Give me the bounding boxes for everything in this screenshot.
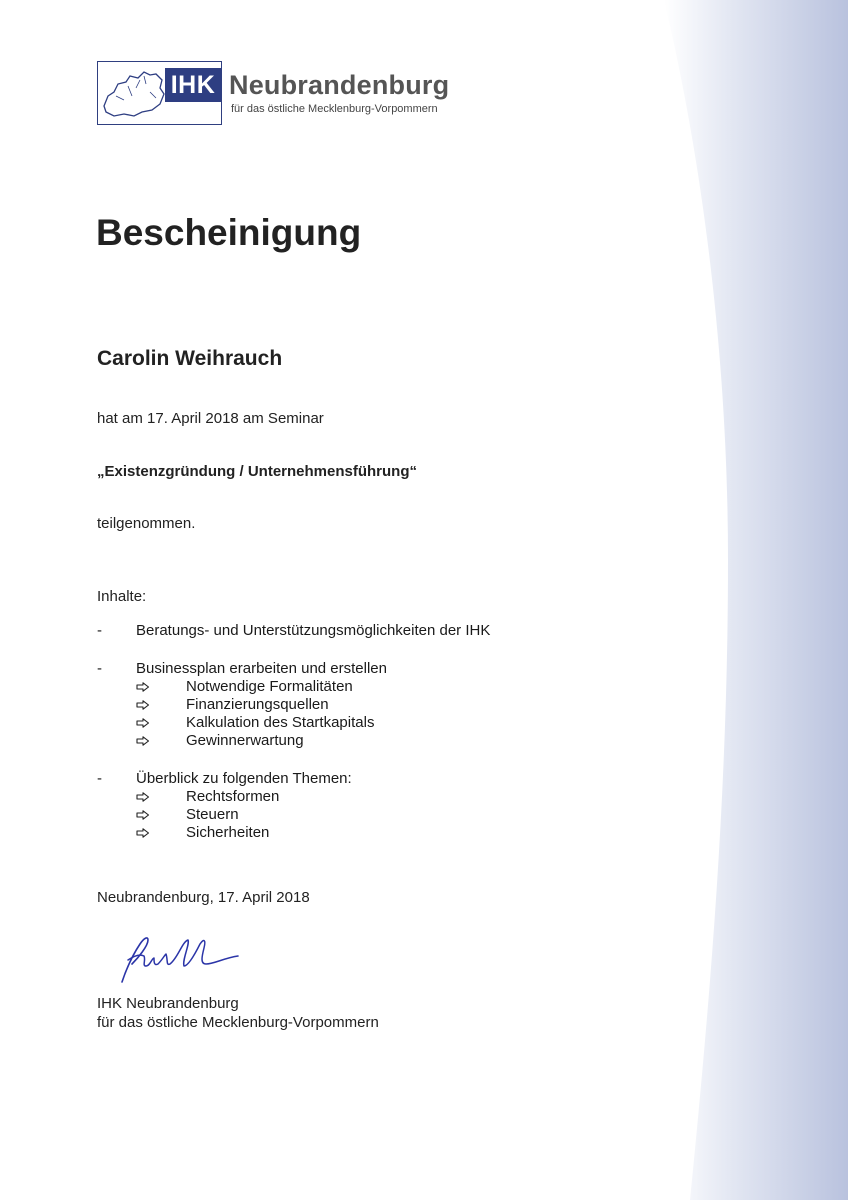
logo-subtitle: für das östliche Mecklenburg-Vorpommern [231, 103, 438, 115]
logo-name: Neubrandenburg [229, 70, 450, 100]
issuer-name: IHK Neubrandenburg [97, 995, 239, 1012]
place-and-date: Neubrandenburg, 17. April 2018 [97, 889, 310, 906]
handwritten-signature [114, 930, 254, 986]
contents-item-label: Businessplan erarbeiten und erstellen [136, 660, 387, 677]
outline-right-arrow-icon [136, 828, 186, 838]
list-bullet: - [97, 770, 102, 787]
contents-subitem-label: Gewinnerwartung [186, 732, 304, 749]
contents-label: Inhalte: [97, 588, 147, 605]
contents-subitem [136, 732, 617, 750]
contents-subitem [136, 714, 617, 732]
list-bullet: - [97, 622, 102, 639]
contents-subitem-label: Notwendige Formalitäten [186, 678, 353, 695]
contents-subitem [136, 788, 617, 806]
contents-subitem-label: Kalkulation des Startkapitals [186, 714, 375, 731]
contents-subitem [136, 678, 617, 696]
outline-right-arrow-icon [136, 700, 186, 710]
contents-subitem-label: Finanzierungsquellen [186, 696, 329, 713]
contents-subitem-label: Sicherheiten [186, 824, 270, 841]
participation-text: teilgenommen. [97, 515, 196, 532]
issuer-subtitle: für das östliche Mecklenburg-Vorpommern [97, 1014, 379, 1031]
ihk-logo [97, 61, 450, 127]
document-title: Bescheinigung [96, 212, 362, 253]
mecklenburg-map-icon [100, 66, 168, 122]
contents-subitem [136, 824, 617, 842]
contents-subitem-label: Steuern [186, 806, 239, 823]
contents-item [97, 770, 617, 842]
contents-subitem [136, 696, 617, 714]
seminar-title: „Existenzgründung / Unternehmensführung“ [97, 463, 418, 480]
outline-right-arrow-icon [136, 810, 186, 820]
logo-frame [97, 61, 222, 125]
list-bullet: - [97, 660, 102, 677]
contents-item [97, 622, 617, 640]
intro-text: hat am 17. April 2018 am Seminar [97, 410, 324, 427]
contents-item-label: Überblick zu folgenden Themen: [136, 770, 352, 787]
contents-subitem-label: Rechtsformen [186, 788, 280, 805]
contents-item [97, 660, 617, 750]
outline-right-arrow-icon [136, 718, 186, 728]
recipient-name: Carolin Weihrauch [97, 347, 283, 370]
contents-list [97, 622, 617, 862]
contents-subitem [136, 806, 617, 824]
outline-right-arrow-icon [136, 682, 186, 692]
contents-item-label: Beratungs- und Unterstützungsmöglichkeiten der IHK [136, 622, 491, 639]
outline-right-arrow-icon [136, 792, 186, 802]
outline-right-arrow-icon [136, 736, 186, 746]
logo-ihk-badge: IHK [165, 68, 221, 102]
